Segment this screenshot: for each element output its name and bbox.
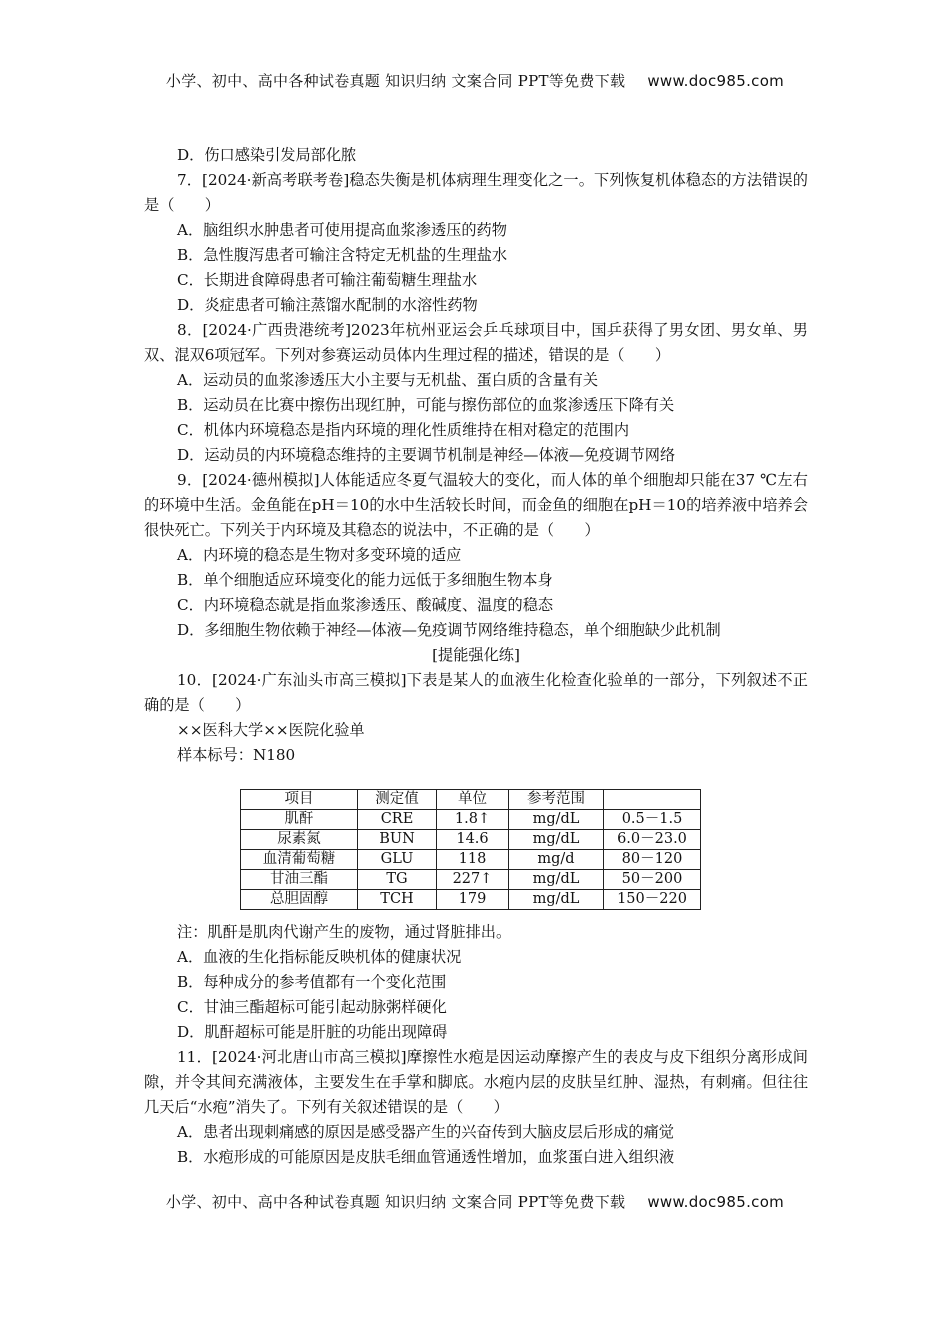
table-header-cell: 单位: [437, 790, 509, 810]
table-row: [241, 810, 701, 830]
table-cell: 甘油三酯: [241, 870, 358, 890]
table-header-cell: 测定值: [358, 790, 437, 810]
table-cell: GLU: [358, 850, 437, 870]
table-row: [241, 830, 701, 850]
page-header: [0, 70, 950, 91]
footer-text: 小学、初中、高中各种试卷真题 知识归纳 文案合同 PPT等免费下载: [165, 1193, 626, 1211]
question-7-option-c: C．长期进食障碍患者可输注葡萄糖生理盐水: [177, 271, 478, 289]
table-cell: mg/dL: [509, 810, 604, 830]
question-7-option-b: B．急性腹泻患者可输注含特定无机盐的生理盐水: [177, 246, 508, 264]
question-10-option-c: C．甘油三酯超标可能引起动脉粥样硬化: [177, 998, 447, 1016]
question-content-lower: [144, 920, 808, 1170]
table-cell: 14.6: [437, 830, 509, 850]
lab-results-table: [240, 789, 701, 910]
table-header-cell: 参考范围: [509, 790, 604, 810]
table-cell: 6.0－23.0: [604, 830, 701, 850]
table-cell: 0.5－1.5: [604, 810, 701, 830]
question-9-option-c: C．内环境稳态就是指血浆渗透压、酸碱度、温度的稳态: [177, 596, 554, 614]
question-10-option-d: D．肌酐超标可能是肝脏的功能出现障碍: [177, 1023, 448, 1041]
header-text: 小学、初中、高中各种试卷真题 知识归纳 文案合同 PPT等免费下载: [165, 72, 626, 90]
table-header-row: [241, 790, 701, 810]
table-cell: 179: [437, 890, 509, 910]
table-cell: mg/d: [509, 850, 604, 870]
table-cell: 150－220: [604, 890, 701, 910]
question-content-upper: [144, 143, 808, 768]
table-row: [241, 890, 701, 910]
table-cell: 80－120: [604, 850, 701, 870]
table-cell: 50－200: [604, 870, 701, 890]
hospital-title: ××医科大学××医院化验单: [177, 721, 365, 739]
table-cell: 肌酐: [241, 810, 358, 830]
table-header-cell: [604, 790, 701, 810]
question-7-stem: 7．[2024·新高考联考卷]稳态失衡是机体病理生理变化之一。下列恢复机体稳态的方法错误的是（ ）: [144, 171, 808, 214]
question-10-stem: 10．[2024·广东汕头市高三模拟]下表是某人的血液生化检查化验单的一部分，下列叙述不正确的是（ ）: [144, 671, 808, 714]
page-footer: [0, 1191, 950, 1212]
table-cell: CRE: [358, 810, 437, 830]
footer-site[interactable]: www.doc985.com: [647, 1193, 785, 1211]
question-11-stem: 11．[2024·河北唐山市高三模拟]摩擦性水疱是因运动摩擦产生的表皮与皮下组织分离形成间隙，并令其间充满液体，主要发生在手掌和脚底。水疱内层的皮肤呈红肿、湿热，有刺痛。但往往几天后“水疱”消失了。下列有关叙述错误的是（ ）: [144, 1048, 808, 1116]
header-site[interactable]: www.doc985.com: [647, 72, 785, 90]
question-8-option-c: C．机体内环境稳态是指内环境的理化性质维持在相对稳定的范围内: [177, 421, 630, 439]
table-cell: 血清葡萄糖: [241, 850, 358, 870]
question-11-option-b: B．水疱形成的可能原因是皮肤毛细血管通透性增加，血浆蛋白进入组织液: [177, 1148, 675, 1166]
sample-number: 样本标号：N180: [177, 746, 296, 764]
option-d-previous: D．伤口感染引发局部化脓: [177, 146, 357, 164]
table-cell: 118: [437, 850, 509, 870]
question-10-option-a: A．血液的生化指标能反映机体的健康状况: [177, 948, 462, 966]
question-9-option-b: B．单个细胞适应环境变化的能力远低于多细胞生物本身: [177, 571, 553, 589]
question-8-option-a: A．运动员的血浆渗透压大小主要与无机盐、蛋白质的含量有关: [177, 371, 599, 389]
table-cell: TCH: [358, 890, 437, 910]
table-cell: 总胆固醇: [241, 890, 358, 910]
table-cell: BUN: [358, 830, 437, 850]
table-row: [241, 870, 701, 890]
question-10-option-b: B．每种成分的参考值都有一个变化范围: [177, 973, 447, 991]
question-7-option-a: A．脑组织水肿患者可使用提高血浆渗透压的药物: [177, 221, 507, 239]
question-8-option-b: B．运动员在比赛中擦伤出现红肿，可能与擦伤部位的血浆渗透压下降有关: [177, 396, 675, 414]
table-cell: 1.8↑: [437, 810, 509, 830]
question-9-option-a: A．内环境的稳态是生物对多变环境的适应: [177, 546, 462, 564]
table-row: [241, 850, 701, 870]
table-cell: 227↑: [437, 870, 509, 890]
table-header-cell: 项目: [241, 790, 358, 810]
table-note: 注：肌酐是肌肉代谢产生的废物，通过肾脏排出。: [177, 923, 512, 941]
table-cell: mg/dL: [509, 890, 604, 910]
table-cell: TG: [358, 870, 437, 890]
question-8-stem: 8．[2024·广西贵港统考]2023年杭州亚运会乒乓球项目中，国乒获得了男女团、男女单、男双、混双6项冠军。下列对参赛运动员体内生理过程的描述，错误的是（ ）: [144, 321, 808, 364]
table-cell: mg/dL: [509, 870, 604, 890]
question-7-option-d: D．炎症患者可输注蒸馏水配制的水溶性药物: [177, 296, 478, 314]
question-9-option-d: D．多细胞生物依赖于神经—体液—免疫调节网络维持稳态，单个细胞缺少此机制: [177, 621, 721, 639]
table-cell: 尿素氮: [241, 830, 358, 850]
section-title: [提能强化练]: [432, 646, 520, 664]
table-cell: mg/dL: [509, 830, 604, 850]
question-9-stem: 9．[2024·德州模拟]人体能适应冬夏气温较大的变化，而人体的单个细胞却只能在37 ℃左右的环境中生活。金鱼能在pH＝10的水中生活较长时间，而金鱼的细胞在pH＝10的培养液中培养会很快死亡。下列关于内环境及其稳态的说法中，不正确的是（ ）: [144, 471, 808, 539]
question-8-option-d: D．运动员的内环境稳态维持的主要调节机制是神经—体液—免疫调节网络: [177, 446, 676, 464]
question-11-option-a: A．患者出现刺痛感的原因是感受器产生的兴奋传到大脑皮层后形成的痛觉: [177, 1123, 674, 1141]
